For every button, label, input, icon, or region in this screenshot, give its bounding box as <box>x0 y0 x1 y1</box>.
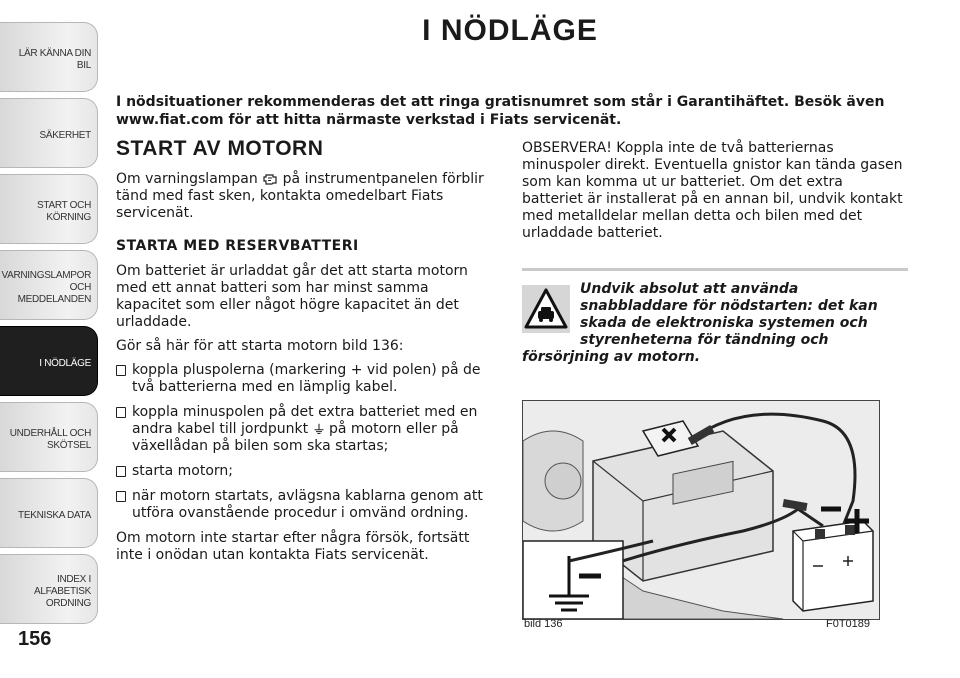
tab-tekniska-data[interactable]: TEKNISKA DATA <box>0 478 98 548</box>
step-text: koppla pluspolerna (markering + vid polen) på de två batterierna med en lämplig kabel. <box>132 362 481 395</box>
figure-code: F0T0189 <box>826 618 871 630</box>
ground-point-icon <box>313 422 325 436</box>
tab-varningslampor[interactable]: VARNINGSLAMPOR OCH MEDDELANDEN <box>0 250 98 320</box>
warning-box <box>522 281 908 366</box>
paragraph-procedure: Gör så här för att starta motorn bild 136: <box>116 338 404 354</box>
tab-underhall-och-skotsel[interactable]: UNDERHÅLL OCH SKÖTSEL <box>0 402 98 472</box>
section-heading: START AV MOTORN <box>116 137 324 160</box>
checkbox-bullet-icon <box>116 491 126 502</box>
list-item <box>116 463 490 480</box>
warning-triangle-icon <box>522 285 570 333</box>
divider <box>522 268 908 271</box>
sub-heading: STARTA MED RESERVBATTERI <box>116 238 359 254</box>
page-number: 156 <box>18 628 52 650</box>
tab-i-nodlage[interactable]: I NÖDLÄGE <box>0 326 98 396</box>
page-title: I NÖDLÄGE <box>422 14 598 47</box>
tab-lar-kanna-din-bil[interactable]: LÄR KÄNNA DIN BIL <box>0 22 98 92</box>
warning-text: Undvik absolut att använda snabbladdare för nödstarten: det kan skada de elektroniska systemen och styrenheterna för tändning och försörjning av motorn. <box>522 281 878 365</box>
list-item <box>116 488 490 522</box>
engine-failure-warning-icon <box>262 172 278 186</box>
p1-before: Om varningslampan <box>116 171 258 187</box>
paragraph-battery: Om batteriet är urladdat går det att starta motorn med ett annat batteri som har minst samma kapacitet som eller något högre kapacitet än det urladdade. <box>116 263 468 330</box>
checkbox-bullet-icon <box>116 407 126 418</box>
list-item <box>116 404 490 455</box>
paragraph-fallback: Om motorn inte startar efter några försök, fortsätt inte i onödan utan kontakta Fiats servicenät. <box>116 530 470 563</box>
tab-index[interactable]: INDEX I ALFABETISK ORDNING <box>0 554 98 624</box>
checkbox-bullet-icon <box>116 365 126 376</box>
step-text: när motorn startats, avlägsna kablarna genom att utföra ovanstående procedur i omvänd ordning. <box>132 488 483 521</box>
step-list <box>116 362 490 522</box>
right-column <box>522 140 908 366</box>
step-text: koppla minuspolen på det extra batteriet med en andra kabel till jordpunkt <box>132 404 478 437</box>
tab-start-och-korning[interactable]: START OCH KÖRNING <box>0 174 98 244</box>
p1-after: på instrumentpanelen förblir tänd med fast sken, kontakta omedelbart Fiats servicenät. <box>116 171 484 221</box>
left-column <box>116 137 490 571</box>
step-text-continued: på motorn eller på växellådan på bilen som ska startas; <box>132 421 459 454</box>
observe-note: OBSERVERA! Koppla inte de två batteriernas minuspoler direkt. Eventuella gnistor kan tända gasen som kan komma ut ur batteriet. Om det extra batteriet är installerat på en annan bil, undvik kontakt med metalldelar mellan detta och bilen med det urladdade batteriet. <box>522 140 903 241</box>
engine-bay-drawing <box>523 401 879 619</box>
intro-text: I nödsituationer rekommenderas det att ringa gratisnumret som står i Garantihäftet. Besök även www.fiat.com för att hitta närmaste verkstad i Fiats servicenät. <box>116 94 885 128</box>
checkbox-bullet-icon <box>116 466 126 477</box>
warning-lamp-paragraph <box>116 171 490 222</box>
tab-sakerhet[interactable]: SÄKERHET <box>0 98 98 168</box>
figure-caption: bild 136 <box>524 618 563 630</box>
list-item <box>116 362 490 396</box>
jump-start-illustration <box>522 400 880 620</box>
step-text: starta motorn; <box>132 463 233 479</box>
